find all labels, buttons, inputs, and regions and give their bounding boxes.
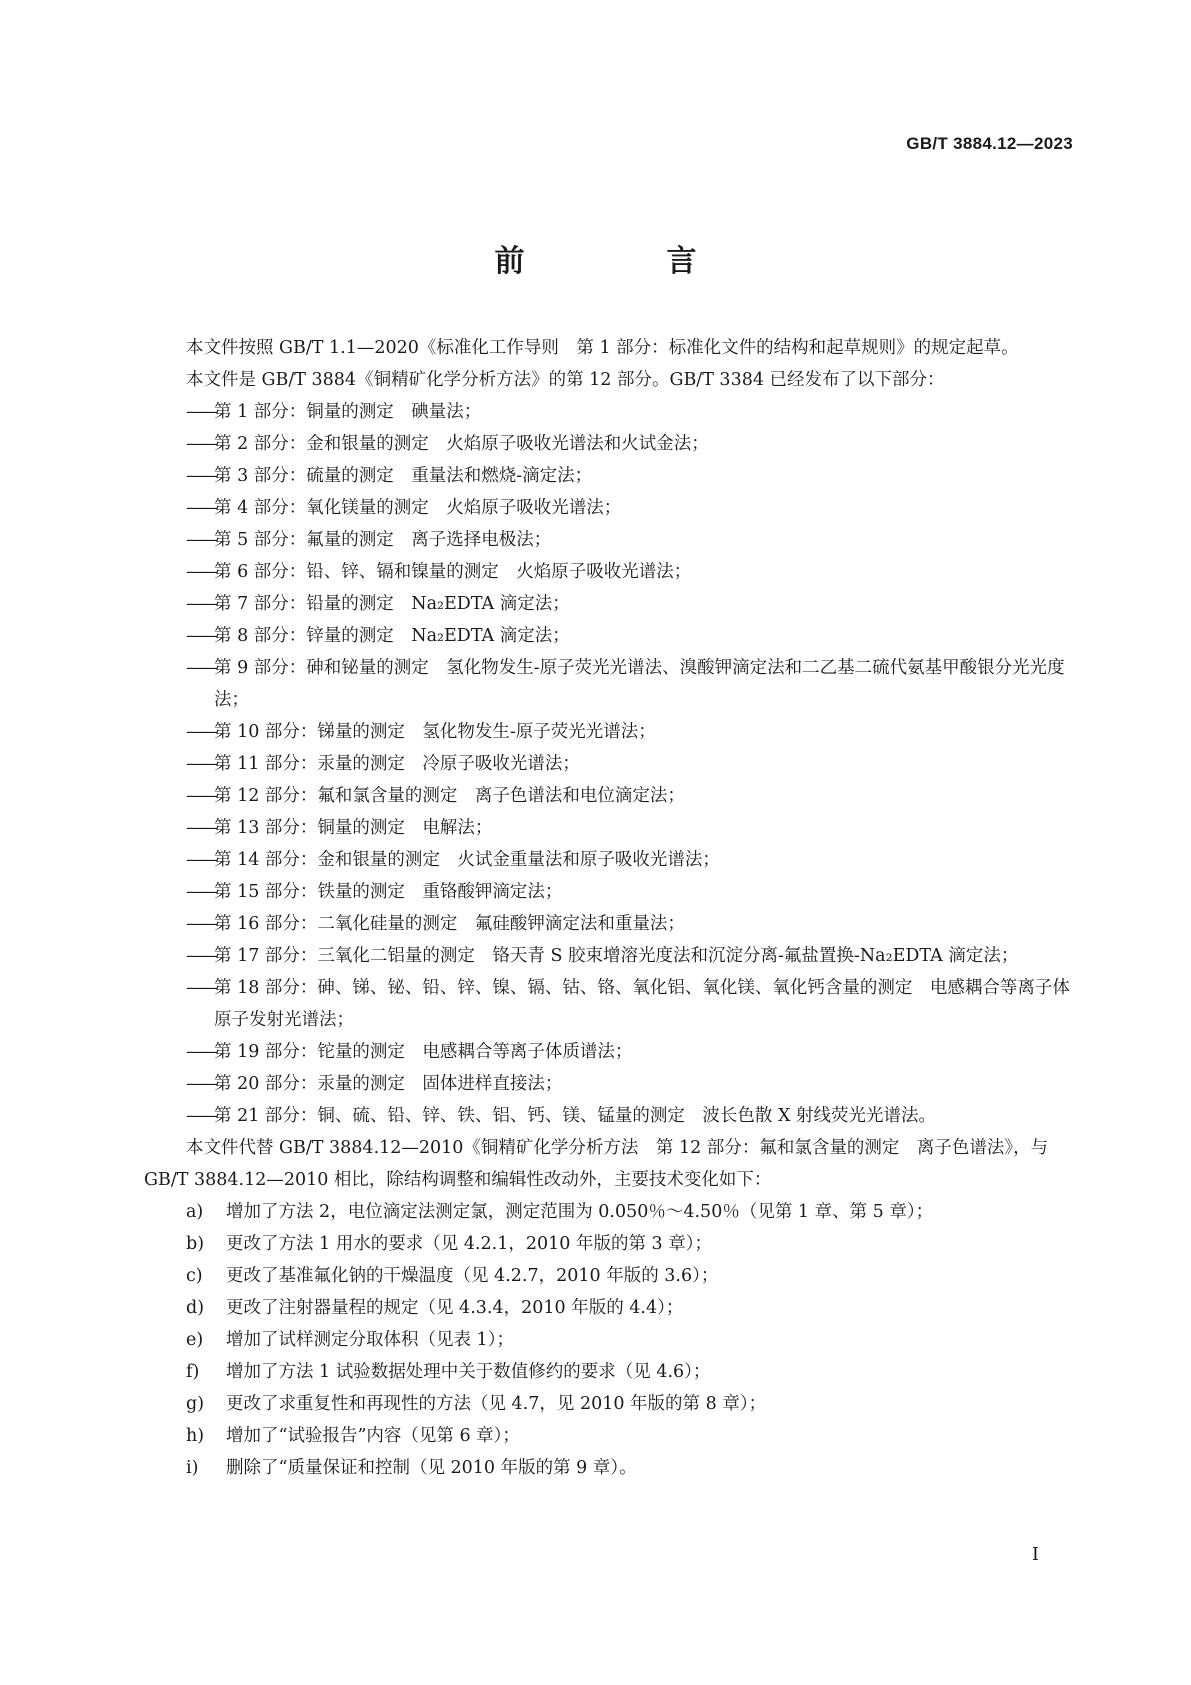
list-item-text: 第 19 部分：铊量的测定 电感耦合等离子体质谱法； bbox=[214, 1042, 633, 1062]
list-item bbox=[144, 492, 1072, 524]
dash-marker: —— bbox=[186, 882, 215, 902]
list-item bbox=[144, 1420, 1072, 1452]
list-item-text: 更改了注射器量程的规定（见 4.3.4，2010 年版的 4.4）； bbox=[226, 1298, 684, 1318]
list-item-text: 第 20 部分：汞量的测定 固体进样直接法； bbox=[214, 1074, 563, 1094]
dash-marker: —— bbox=[186, 658, 215, 678]
list-item-text: 第 4 部分：氧化镁量的测定 火焰原子吸收光谱法； bbox=[214, 498, 622, 518]
dash-marker: —— bbox=[186, 530, 215, 550]
list-item bbox=[144, 1356, 1072, 1388]
list-item-text: 删除了“质量保证和控制（见 2010 年版的第 9 章）。 bbox=[226, 1458, 637, 1478]
list-item-text: 第 21 部分：铜、硫、铅、锌、铁、铝、钙、镁、锰量的测定 波长色散 X 射线荧光光谱法。 bbox=[214, 1106, 936, 1126]
dash-marker: —— bbox=[186, 626, 215, 646]
dash-marker: —— bbox=[186, 498, 215, 518]
list-item bbox=[144, 1196, 1072, 1228]
list-item bbox=[144, 812, 1072, 844]
list-item bbox=[144, 1452, 1072, 1484]
list-item-text: 第 6 部分：铅、锌、镉和镍量的测定 火焰原子吸收光谱法； bbox=[214, 562, 692, 582]
list-item-label: f) bbox=[186, 1362, 200, 1382]
parts-list bbox=[144, 396, 1072, 1132]
dash-marker: —— bbox=[186, 434, 215, 454]
dash-marker: —— bbox=[186, 978, 215, 998]
dash-marker: —— bbox=[186, 786, 215, 806]
list-item-text: 更改了基准氟化钠的干燥温度（见 4.2.7，2010 年版的 3.6）； bbox=[226, 1266, 719, 1286]
list-item-text: 第 12 部分：氟和氯含量的测定 离子色谱法和电位滴定法； bbox=[214, 786, 685, 806]
list-item bbox=[144, 524, 1072, 556]
list-item-text: 第 1 部分：铜量的测定 碘量法； bbox=[214, 402, 482, 422]
page-title: 前 言 bbox=[494, 244, 753, 279]
dash-marker: —— bbox=[186, 594, 215, 614]
standard-code: GB/T 3884.12—2023 bbox=[906, 134, 1073, 153]
list-item-text: 第 17 部分：三氧化二铝量的测定 铬天青 S 胶束增溶光度法和沉淀分离-氟盐置换-Na₂EDTA 滴定法； bbox=[214, 946, 1019, 966]
list-item bbox=[144, 428, 1072, 460]
list-item-text: 增加了试样测定分取体积（见表 1）； bbox=[226, 1330, 514, 1350]
changes-list bbox=[144, 1196, 1072, 1484]
list-item bbox=[144, 460, 1072, 492]
list-item bbox=[144, 1324, 1072, 1356]
dash-marker: —— bbox=[186, 1042, 215, 1062]
list-item-label: b) bbox=[186, 1234, 205, 1254]
list-item bbox=[144, 1100, 1072, 1132]
dash-marker: —— bbox=[186, 914, 215, 934]
list-item-text: 第 10 部分：锑量的测定 氢化物发生-原子荧光光谱法； bbox=[214, 722, 656, 742]
list-item bbox=[144, 556, 1072, 588]
list-item-label: a) bbox=[186, 1202, 204, 1222]
list-item-text: 第 11 部分：汞量的测定 冷原子吸收光谱法； bbox=[214, 754, 580, 774]
list-item bbox=[144, 1260, 1072, 1292]
list-item-text: 第 3 部分：硫量的测定 重量法和燃烧-滴定法； bbox=[214, 466, 593, 486]
list-item-text: 增加了方法 2，电位滴定法测定氯，测定范围为 0.050％～4.50％（见第 1 章、第 5 章）； bbox=[226, 1202, 934, 1222]
list-item-label: h) bbox=[186, 1426, 205, 1446]
list-item bbox=[144, 1036, 1072, 1068]
list-item bbox=[144, 588, 1072, 620]
list-item-label: c) bbox=[186, 1266, 203, 1286]
dash-marker: —— bbox=[186, 850, 215, 870]
dash-marker: —— bbox=[186, 466, 215, 486]
list-item bbox=[144, 748, 1072, 780]
dash-marker: —— bbox=[186, 818, 215, 838]
list-item-label: d) bbox=[186, 1298, 205, 1318]
list-item-text: 更改了方法 1 用水的要求（见 4.2.1，2010 年版的第 3 章）； bbox=[226, 1234, 712, 1254]
list-item bbox=[144, 652, 1072, 716]
list-item-text: 第 14 部分：金和银量的测定 火试金重量法和原子吸收光谱法； bbox=[214, 850, 720, 870]
list-item-label: g) bbox=[186, 1394, 205, 1414]
dash-marker: —— bbox=[186, 402, 215, 422]
list-item-text: 第 16 部分：二氧化硅量的测定 氟硅酸钾滴定法和重量法； bbox=[214, 914, 685, 934]
list-item-text: 第 9 部分：砷和铋量的测定 氢化物发生-原子荧光光谱法、溴酸钾滴定法和二乙基二硫代氨基甲酸银分光光度法； bbox=[214, 658, 1065, 710]
list-item-text: 第 2 部分：金和银量的测定 火焰原子吸收光谱法和火试金法； bbox=[214, 434, 709, 454]
page-number: I bbox=[1031, 1544, 1039, 1565]
intro-paragraph: 本文件是 GB/T 3884《铜精矿化学分析方法》的第 12 部分。GB/T 3384 已经发布了以下部分： bbox=[186, 370, 945, 390]
list-item bbox=[144, 908, 1072, 940]
list-item-text: 第 15 部分：铁量的测定 重铬酸钾滴定法； bbox=[214, 882, 563, 902]
list-item bbox=[144, 780, 1072, 812]
list-item-text: 更改了求重复性和再现性的方法（见 4.7，见 2010 年版的第 8 章）； bbox=[226, 1394, 767, 1414]
list-item-text: 第 5 部分：氟量的测定 离子选择电极法； bbox=[214, 530, 552, 550]
dash-marker: —— bbox=[186, 562, 215, 582]
dash-marker: —— bbox=[186, 1106, 215, 1126]
dash-marker: —— bbox=[186, 722, 215, 742]
list-item bbox=[144, 1388, 1072, 1420]
list-item bbox=[144, 620, 1072, 652]
dash-marker: —— bbox=[186, 946, 215, 966]
list-item-text: 第 13 部分：铜量的测定 电解法； bbox=[214, 818, 493, 838]
list-item-label: e) bbox=[186, 1330, 204, 1350]
list-item bbox=[144, 716, 1072, 748]
list-item bbox=[144, 844, 1072, 876]
list-item bbox=[144, 1068, 1072, 1100]
list-item-text: 第 7 部分：铅量的测定 Na₂EDTA 滴定法； bbox=[214, 594, 570, 614]
list-item-text: 第 8 部分：锌量的测定 Na₂EDTA 滴定法； bbox=[214, 626, 570, 646]
list-item bbox=[144, 876, 1072, 908]
list-item bbox=[144, 396, 1072, 428]
list-item bbox=[144, 940, 1072, 972]
dash-marker: —— bbox=[186, 754, 215, 774]
list-item-label: i) bbox=[186, 1458, 199, 1478]
dash-marker: —— bbox=[186, 1074, 215, 1094]
list-item bbox=[144, 1228, 1072, 1260]
list-item-text: 增加了方法 1 试验数据处理中关于数值修约的要求（见 4.6）； bbox=[226, 1362, 711, 1382]
intro-paragraph: 本文件按照 GB/T 1.1—2020《标准化工作导则 第 1 部分：标准化文件的结构和起草规则》的规定起草。 bbox=[186, 338, 1019, 358]
document-body bbox=[144, 332, 1072, 1484]
list-item bbox=[144, 1292, 1072, 1324]
list-item-text: 第 18 部分：砷、锑、铋、铅、锌、镍、镉、钴、铬、氧化铝、氧化镁、氧化钙含量的测定 电感耦合等离子体原子发射光谱法； bbox=[214, 978, 1070, 1030]
replace-paragraph: 本文件代替 GB/T 3884.12—2010《铜精矿化学分析方法 第 12 部分：氟和氯含量的测定 离子色谱法》，与 GB/T 3884.12—2010 相比，除结构调整和编辑性改动外，主要技术变化如下： bbox=[144, 1138, 1049, 1190]
list-item bbox=[144, 972, 1072, 1036]
list-item-text: 增加了“试验报告”内容（见第 6 章）； bbox=[226, 1426, 520, 1446]
